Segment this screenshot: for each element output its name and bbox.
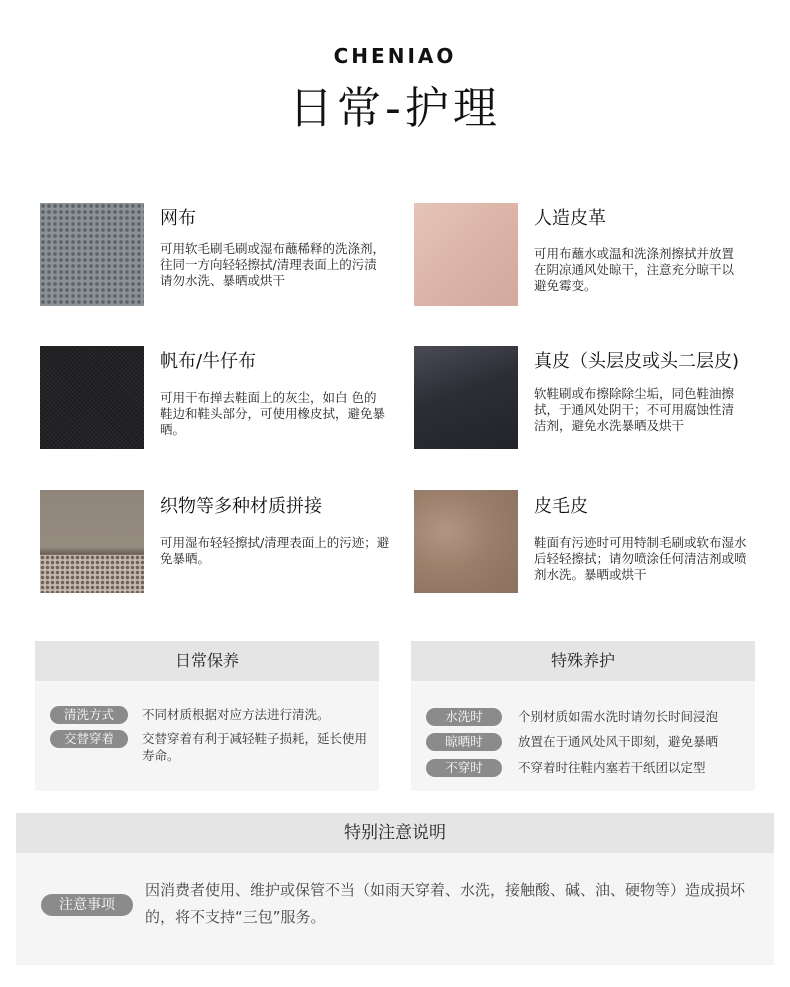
material-description: 可用干布掸去鞋面上的灰尘，如白 色的鞋边和鞋头部分，可使用橡皮拭，避免暴晒。: [160, 390, 386, 437]
daily-care-row: [35, 705, 379, 725]
swatch-genuine-leather: [414, 346, 518, 449]
brand-logo: CHENIAO: [333, 44, 457, 68]
row-text: 不穿着时往鞋内塞若干纸团以定型: [518, 760, 706, 775]
material-name: 人造皮革: [534, 208, 606, 229]
page-title: 日常-护理: [289, 83, 501, 134]
tag-badge: 晾晒时: [426, 733, 502, 751]
material-name: 真皮（头层皮或头二层皮): [534, 351, 740, 372]
notice-title: 特别注意说明: [16, 813, 774, 853]
daily-care-panel: [35, 641, 379, 791]
daily-care-row: [35, 729, 379, 769]
row-text: 个别材质如需水洗时请勿长时间浸泡: [518, 709, 719, 724]
notice-text: 因消费者使用、维护或保管不当（如雨天穿着、水洗，接触酸、碱、油、硬物等）造成损坏的，将不支持“三包”服务。: [145, 881, 746, 926]
row-text: 交替穿着有利于减轻鞋子损耗，延长使用寿命。: [142, 731, 368, 763]
special-care-row: [411, 758, 755, 778]
material-name: 网布: [160, 208, 196, 229]
swatch-mesh-detail: [40, 555, 144, 593]
swatch-suede: [414, 490, 518, 593]
material-name: 皮毛皮: [534, 496, 588, 517]
tag-badge: 水洗时: [426, 708, 502, 726]
special-care-panel: [411, 641, 755, 791]
tag-badge: 交替穿着: [50, 730, 128, 748]
swatch-canvas: [40, 346, 144, 449]
tag-badge: 不穿时: [426, 759, 502, 777]
swatch-mixed-fabric: [40, 490, 144, 593]
material-name: 织物等多种材质拼接: [160, 496, 322, 517]
row-text: 不同材质根据对应方法进行清洗。: [142, 707, 330, 722]
special-care-row: [411, 707, 755, 727]
material-description: 软鞋刷或布擦除除尘垢，同色鞋油擦拭，于通风处阴干；不可用腐蚀性清洁剂，避免水洗暴晒及烘干: [534, 386, 735, 433]
daily-care-title: 日常保养: [35, 641, 379, 681]
special-care-title: 特殊养护: [411, 641, 755, 681]
notice-tag: 注意事项: [41, 894, 133, 916]
tag-badge: 清洗方式: [50, 706, 128, 724]
notice-panel: [16, 813, 774, 965]
swatch-mesh: [40, 203, 144, 306]
swatch-pu-leather: [414, 203, 518, 306]
material-name: 帆布/牛仔布: [160, 351, 257, 372]
material-description: 鞋面有污迹时可用特制毛刷或软布湿水后轻轻擦拭；请勿喷涂任何清洁剂或喷剂水洗。暴晒或烘干: [534, 535, 747, 582]
material-description: 可用布蘸水或温和洗涤剂擦拭并放置在阴凉通风处晾干，注意充分晾干以避免霉变。: [534, 246, 735, 293]
material-description: 可用软毛刷毛刷或湿布蘸稀释的洗涤剂，往同一方向轻轻擦拭/清理表面上的污渍请勿水洗、暴晒或烘干: [160, 241, 386, 288]
row-text: 放置在于通风处风干即刻，避免暴晒: [518, 734, 719, 749]
material-description: 可用湿布轻轻擦拭/清理表面上的污迹；避免暴晒。: [160, 535, 390, 566]
special-care-row: [411, 732, 755, 752]
